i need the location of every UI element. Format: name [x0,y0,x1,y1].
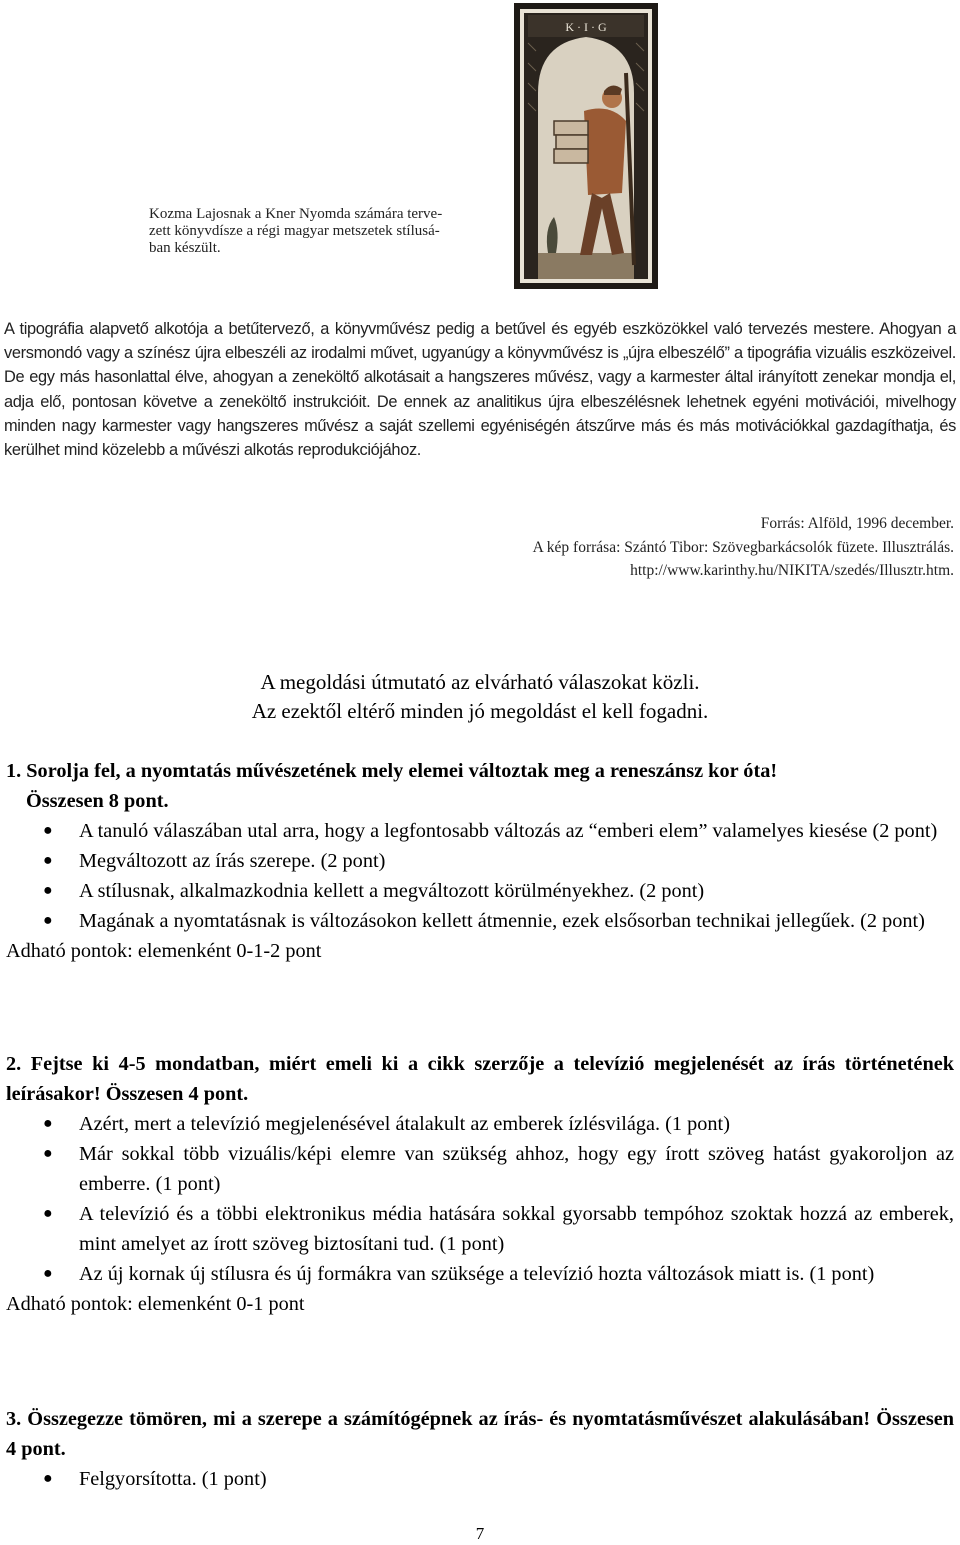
source-line: Forrás: Alföld, 1996 december. [760,515,954,532]
answer-text: Megváltozott az írás szerepe. (2 pont) [79,850,386,872]
page-number: 7 [475,1524,485,1543]
bullet-icon: ● [43,882,53,899]
question-total: Összesen 8 pont. [26,790,169,812]
bullet-icon: ● [43,1145,53,1162]
bullet-icon: ● [43,1265,53,1282]
question-title: 1. Sorolja fel, a nyomtatás művészetének mely elemei változtak meg a reneszánsz kor óta! [6,760,778,782]
caption-line: ban készült. [149,240,221,256]
question-title: 2. Fejtse ki 4-5 mondatban, miért emeli ki a cikk szerzője a televízió megjelenését az írás történetének leírásakor! Összesen 4 pont. [6,1053,954,1105]
answer-text: Magának a nyomtatásnak is változásokon kellett átmennie, ezek elsősorban technikai jellegűek. (2 pont) [79,910,925,932]
bullet-icon: ● [43,1115,53,1132]
answer-item [6,876,954,906]
answer-text: A tanuló válaszában utal arra, hogy a legfontosabb változás az “emberi elem” valamelyes kiesése (2 pont) [79,820,938,842]
source-line: A kép forrása: Szántó Tibor: Szövegbarkácsolók füzete. Illusztrálás. [532,538,954,556]
caption-line: zett könyvdísze a régi magyar metszetek stílusá- [149,223,440,239]
woodcut-illustration [514,3,658,289]
answer-text: Már sokkal több vizuális/képi elemre van szükség ahhoz, hogy egy írott szöveg hatást gyakoroljon az emberre. (1 pont) [79,1143,954,1195]
answer-text: A stílusnak, alkalmazkodnia kellett a megváltozott körülményekhez. (2 pont) [79,880,705,902]
answer-list [6,1109,954,1289]
woodcut-inscription: K · I · G [565,20,607,34]
answer-item [6,1199,954,1259]
notice-line: A megoldási útmutató az elvárható válaszokat közli. [260,670,700,694]
bullet-icon: ● [43,1205,53,1222]
answer-item [6,846,954,876]
notice-line: Az ezektől eltérő minden jó megoldást el kell fogadni. [251,699,709,723]
answer-text: Felgyorsította. (1 pont) [79,1468,267,1490]
bullet-icon: ● [43,822,53,839]
answer-list [6,1464,954,1494]
question-1 [6,756,954,966]
image-caption [149,206,479,257]
source-references [533,512,954,583]
bullet-icon: ● [43,912,53,929]
answer-item [6,1464,954,1494]
bullet-icon: ● [43,852,53,869]
question-title: 3. Összegezze tömören, mi a szerepe a számítógépnek az írás- és nyomtatásművészet alakulásában! Összesen 4 pont. [6,1408,954,1460]
points-note: Adható pontok: elemenként 0-1-2 pont [6,940,322,962]
answer-item [6,1109,954,1139]
source-url: http://www.karinthy.hu/NIKITA/szedés/Illusztr.htm. [630,562,954,579]
answer-text: Azért, mert a televízió megjelenésével átalakult az emberek ízlésvilága. (1 pont) [79,1113,730,1135]
answer-item [6,1259,954,1289]
points-note: Adható pontok: elemenként 0-1 pont [6,1293,305,1315]
question-3 [6,1404,954,1494]
question-2 [6,1049,954,1319]
answer-text: A televízió és a többi elektronikus média hatására sokkal gyorsabb tempóhoz szoktak hozzá az emberek, mint amelyet az írott szöveg biztosítani tud. (1 pont) [79,1203,954,1255]
answer-item [6,1139,954,1199]
grading-notice [0,668,960,726]
bullet-icon: ● [43,1470,53,1487]
source-text [4,317,956,462]
source-paragraph: A tipográfia alapvető alkotója a betűtervező, a könyvművész pedig a betűvel és egyéb eszközökkel való tervezés mestere. Ahogyan a versmondó vagy a színész újra elbeszéli az irodalmi művet, ugyanúgy a könyvművész is „újra elbeszélő” a tipográfia vizuális eszközeivel. De egy más hasonlattal élve, ahogyan a zeneköltő alkotásait a hangszeres művész, vagy a karmester által irányított zenekar mondja el, adja elő, pontosan követve a zeneköltő instrukcióit. De ennek az analitikus újra elbeszélésnek lehetnek egyéni motivációi, mivelhogy minden nagy karmester vagy hangszeres művész a saját szellemi egyéniségén átszűrve más és más motivációkkal gazdagíthatja, és kerülhet mind közelebb a művészi alkotás reprodukciójához. [4,320,956,460]
answer-item [6,906,954,936]
answer-item [6,816,954,846]
caption-line: Kozma Lajosnak a Kner Nyomda számára terve- [149,206,443,222]
answer-list [6,816,954,936]
answer-text: Az új kornak új stílusra és új formákra van szüksége a televízió hozta változások miatt is. (1 pont) [79,1263,875,1285]
